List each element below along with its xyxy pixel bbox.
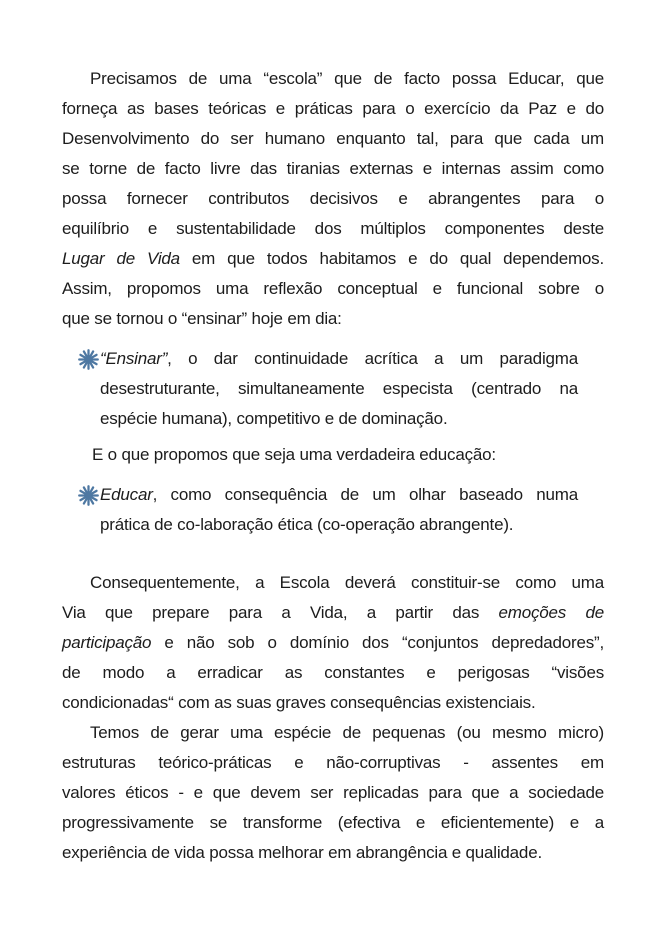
- text-line: [100, 480, 578, 510]
- text-line: [62, 154, 604, 184]
- bullet-educar: [62, 480, 604, 540]
- paragraph-intro: [62, 64, 604, 334]
- text-segment: estruturas teórico-práticas e não-corruptivas - assentes em: [62, 753, 604, 772]
- text-line: [62, 214, 604, 244]
- text-line: [62, 184, 604, 214]
- asterisk-star-icon: [78, 480, 100, 506]
- text-line: [92, 440, 604, 470]
- text-segment: em que todos habitamos e do qual dependemos.: [179, 249, 605, 268]
- text-segment: Desenvolvimento do ser humano enquanto tal, para que cada um: [62, 129, 604, 148]
- text-line: [62, 838, 604, 868]
- italic-text-segment: participação: [62, 633, 152, 652]
- text-segment: , o dar continuidade acrítica a um paradigma: [167, 349, 578, 368]
- text-line: [62, 64, 604, 94]
- text-segment: desestruturante, simultaneamente especista (centrado na: [100, 379, 578, 398]
- text-segment: espécie humana), competitivo e de dominação.: [100, 409, 448, 428]
- paragraph-consequentemente: [62, 568, 604, 718]
- text-line: [62, 778, 604, 808]
- text-line: [62, 304, 604, 334]
- text-segment: condicionadas“ com as suas graves consequências existenciais.: [62, 693, 536, 712]
- bullet-text: [100, 480, 578, 540]
- text-line: [62, 628, 604, 658]
- text-segment: experiência de vida possa melhorar em abrangência e qualidade.: [62, 843, 542, 862]
- text-segment: se torne de facto livre das tiranias externas e internas assim como: [62, 159, 604, 178]
- text-line: [100, 374, 578, 404]
- paragraph-temos: [62, 718, 604, 868]
- text-segment: possa fornecer contributos decisivos e abrangentes para o: [62, 189, 604, 208]
- italic-text-segment: Educar: [100, 485, 153, 504]
- text-segment: Assim, propomos uma reflexão conceptual e funcional sobre o: [62, 279, 604, 298]
- text-segment: forneça as bases teóricas e práticas para o exercício da Paz e do: [62, 99, 604, 118]
- text-content: [62, 64, 604, 868]
- text-line: [62, 274, 604, 304]
- text-line: [62, 808, 604, 838]
- italic-text-segment: Lugar de Vida: [62, 249, 180, 268]
- text-line: [62, 718, 604, 748]
- italic-text-segment: emoções de: [498, 603, 604, 622]
- text-line: [62, 124, 604, 154]
- interlude-line: [62, 440, 604, 470]
- text-segment: Precisamos de uma “escola” que de facto possa Educar, que: [90, 69, 604, 88]
- text-line: [62, 658, 604, 688]
- text-line: [62, 244, 604, 274]
- text-segment: progressivamente se transforme (efectiva e eficientemente) e a: [62, 813, 604, 832]
- text-segment: Temos de gerar uma espécie de pequenas (ou mesmo micro): [90, 723, 604, 742]
- bullet-ensinar: [62, 344, 604, 434]
- text-segment: equilíbrio e sustentabilidade dos múltiplos componentes deste: [62, 219, 604, 238]
- text-segment: e não sob o domínio dos “conjuntos depredadores”,: [151, 633, 604, 652]
- text-segment: valores éticos - e que devem ser replicadas para que a sociedade: [62, 783, 604, 802]
- text-segment: Via que prepare para a Vida, a partir das: [62, 603, 499, 622]
- text-segment: E o que propomos que seja uma verdadeira educação:: [92, 445, 496, 464]
- text-segment: de modo a erradicar as constantes e perigosas “visões: [62, 663, 604, 682]
- text-line: [62, 568, 604, 598]
- text-line: [62, 94, 604, 124]
- text-line: [62, 748, 604, 778]
- text-line: [62, 688, 604, 718]
- text-segment: que se tornou o “ensinar” hoje em dia:: [62, 309, 342, 328]
- text-line: [62, 598, 604, 628]
- text-segment: Consequentemente, a Escola deverá constituir-se como uma: [90, 573, 604, 592]
- text-line: [100, 510, 578, 540]
- text-segment: , como consequência de um olhar baseado numa: [152, 485, 578, 504]
- italic-text-segment: “Ensinar”: [100, 349, 168, 368]
- asterisk-star-icon: [78, 344, 100, 370]
- text-segment: prática de co-laboração ética (co-operação abrangente).: [100, 515, 514, 534]
- text-line: [100, 404, 578, 434]
- text-line: [100, 344, 578, 374]
- bullet-text: [100, 344, 578, 434]
